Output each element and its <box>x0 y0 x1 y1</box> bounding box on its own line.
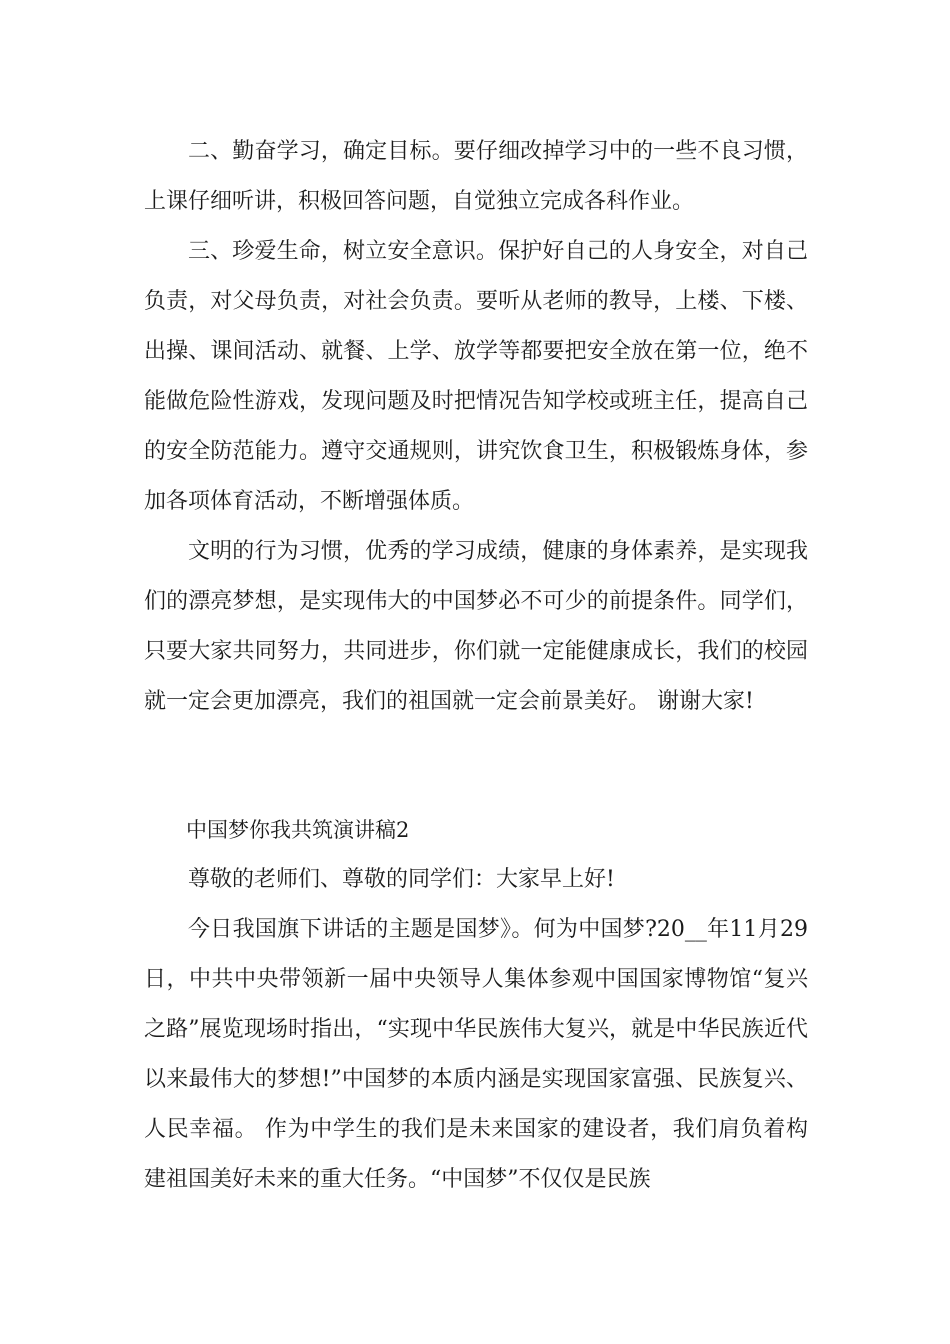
paragraph-study-goals: 二、勤奋学习，确定目标。要仔细改掉学习中的一些不良习惯，上课仔细听讲，积极回答问题，自觉独立完成各科作业。 <box>144 139 808 214</box>
paragraph-safety-awareness: 三、珍爱生命，树立安全意识。保护好自己的人身安全，对自己负责，对父母负责，对社会负责。要听从老师的教导，上楼、下楼、出操、课间活动、就餐、上学、放学等都要把安全放在第一位，绝不能做危险性游戏，发现问题及时把情况告知学校或班主任，提高自己的安全防范能力。遵守交通规则，讲究饮食卫生，积极锻炼身体，参加各项体育活动，不断增强体质。 <box>144 239 808 514</box>
section-spacer <box>144 727 808 805</box>
paragraph-conclusion: 文明的行为习惯，优秀的学习成绩，健康的身体素养，是实现我们的漂亮梦想，是实现伟大的中国梦必不可少的前提条件。同学们，只要大家共同努力，共同进步，你们就一定能健康成长，我们的校园就一定会更加漂亮，我们的祖国就一定会前景美好。 谢谢大家! <box>144 539 808 714</box>
paragraph-greeting: 尊敬的老师们、尊敬的同学们：大家早上好! <box>188 867 615 892</box>
paragraph-china-dream: 今日我国旗下讲话的主题是国梦》。何为中国梦?20__年11月29日，中共中央带领新一届中央领导人集体参观中国国家博物馆“复兴之路”展览现场时指出，“实现中华民族伟大复兴，就是中华民族近代以来最伟大的梦想!”中国梦的本质内涵是实现国家富强、民族复兴、人民幸福。 作为中学生的我们是未来国家的建设者，我们肩负着构建祖国美好未来的重大任务。“中国梦”不仅仅是民族 <box>144 917 808 1192</box>
speech-title: 中国梦你我共筑演讲稿2 <box>186 818 410 842</box>
document-page <box>144 127 808 1205</box>
